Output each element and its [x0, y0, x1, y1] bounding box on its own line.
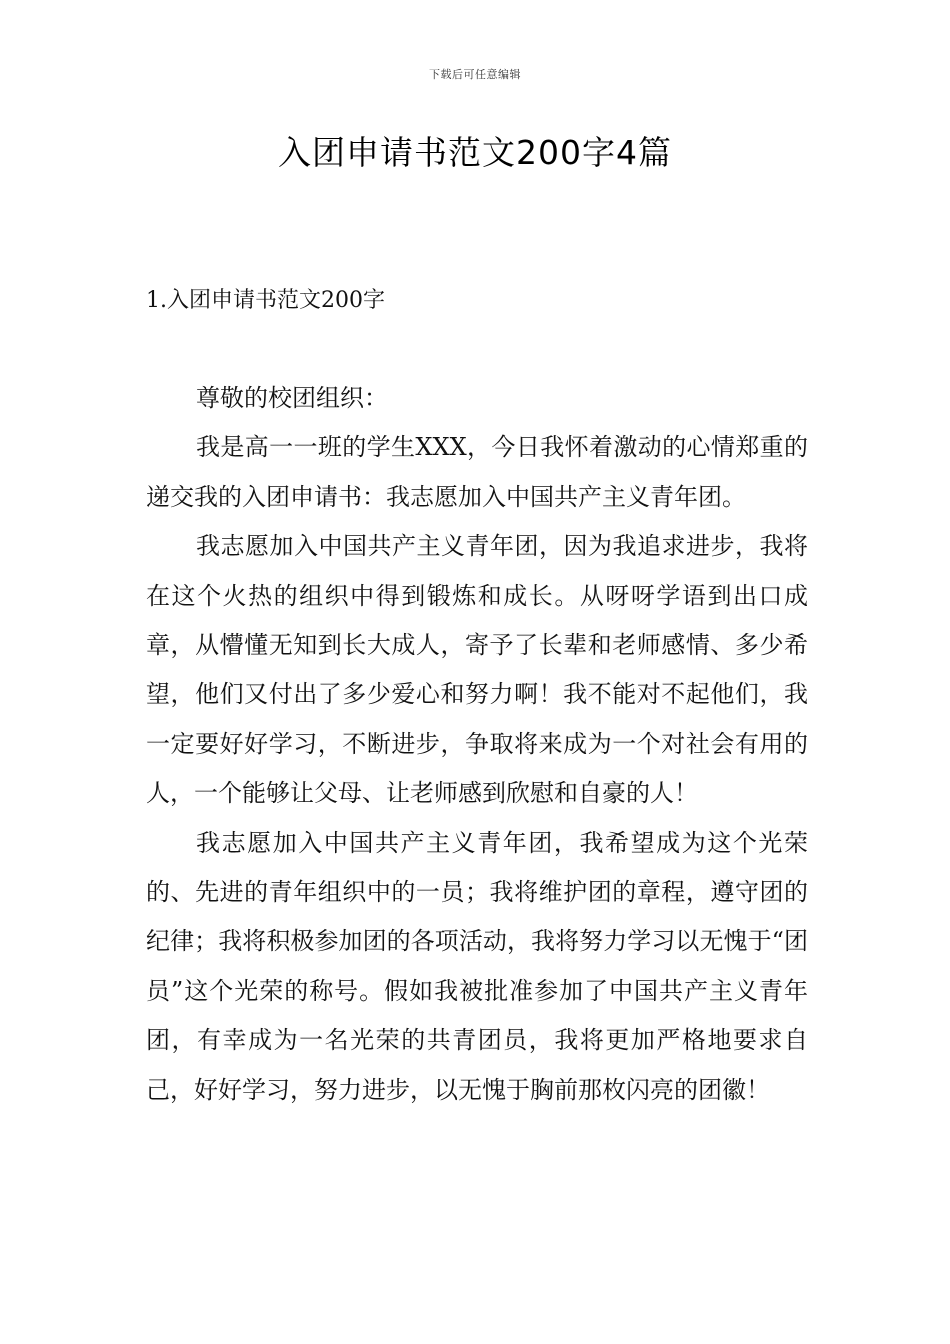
section-heading: 1.入团申请书范文200字	[146, 288, 385, 313]
header-note: 下载后可任意编辑	[429, 68, 521, 81]
paragraph-2: 我志愿加入中国共产主义青年团，因为我追求进步，我将在这个火热的组织中得到锻炼和成长。从呀呀学语到出口成章，从懵懂无知到长大成人，寄予了长辈和老师感情、多少希望，他们又付出了多少爱心和努力啊！我不能对不起他们，我一定要好好学习，不断进步，争取将来成为一个对社会有用的人，一个能够让父母、让老师感到欣慰和自豪的人！	[146, 532, 808, 808]
letter-body	[146, 374, 808, 1115]
salutation: 尊敬的校团组织：	[196, 384, 388, 412]
paragraph-1: 我是高一一班的学生XXX，今日我怀着激动的心情郑重的递交我的入团申请书：我志愿加入中国共产主义青年团。	[146, 433, 808, 511]
document-title: 入团申请书范文200字4篇	[278, 133, 672, 172]
paragraph-3: 我志愿加入中国共产主义青年团，我希望成为这个光荣的、先进的青年组织中的一员；我将维护团的章程，遵守团的纪律；我将积极参加团的各项活动，我将努力学习以无愧于“团员”这个光荣的称号。假如我被批准参加了中国共产主义青年团，有幸成为一名光荣的共青团员，我将更加严格地要求自己，好好学习，努力进步，以无愧于胸前那枚闪亮的团徽！	[146, 828, 808, 1104]
